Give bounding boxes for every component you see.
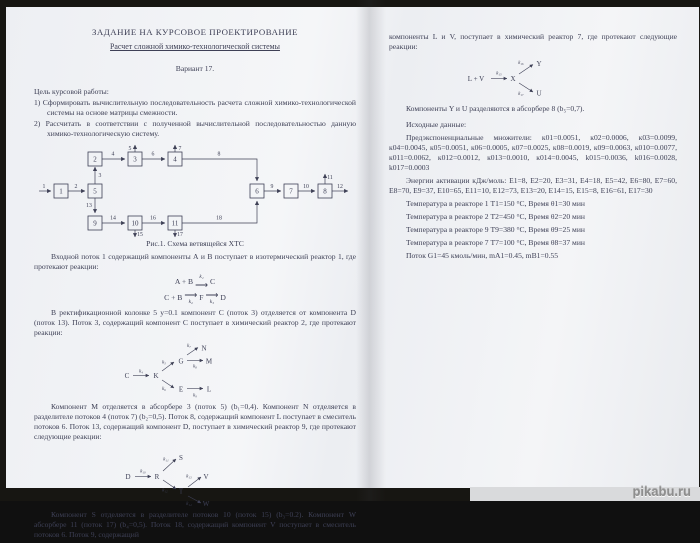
rate-constant-label: k₁₁ [163, 457, 169, 463]
unit-box-label: 9 [93, 219, 97, 228]
rate-constant-label: k₅ [162, 360, 166, 366]
stream-number: 9 [270, 184, 274, 191]
para-activation-energies: Энергии активации кДж/моль: E1=8, E2=20, E3=31, E4=18, E5=42, E6=80, E7=60, E8=70, E9=37, E10=65, E11=10, E12=73, E13=20, E14=15, E15=8, E16=61, E17=30 [389, 176, 677, 196]
unit-box-label: 1 [59, 187, 63, 196]
arrow-icon: ⟶ [184, 289, 198, 300]
arrow-icon: ⟶ [205, 289, 219, 300]
stream-number: 10 [303, 184, 309, 191]
goal-heading: Цель курсовой работы: [34, 87, 109, 97]
stream-number: 2 [74, 184, 78, 191]
rate-constant-label: k₃ [209, 298, 215, 305]
page-fold-shadow [356, 0, 386, 501]
reaction-1 [34, 275, 356, 289]
variant-label: Вариант 17. [175, 64, 215, 74]
species-label: C [124, 372, 130, 381]
para-absorber: Компонент M отделяется в абсорбере 3 (поток 5) (b₁=0,4). Компонент N отделяется в разделителе потоков 4 (поток 7) (b₂=0,5). Поток 8, содержащий компонент L поступает в смеситель потоков 6. Поток 13, содержащий компонент D, поступает в химический реактор 9, где протекают следующие реакции: [34, 402, 356, 442]
rate-constant-label: k₂ [188, 298, 193, 305]
reaction-lhs: C + B [164, 292, 183, 302]
species-label: G [178, 357, 184, 366]
species-label: X [510, 75, 516, 84]
unit-box-label: 2 [93, 155, 97, 164]
rate-constant-label: k₈ [193, 364, 197, 370]
species-label: R [154, 473, 160, 482]
arrow-icon: ⟶ [195, 279, 209, 290]
stream-number: 4 [111, 151, 115, 158]
document-subtitle: Расчет сложной химико-технологической системы [110, 41, 280, 51]
unit-box-label: 3 [133, 155, 137, 164]
species-label: S [179, 454, 183, 463]
rate-constant-labels [139, 344, 197, 399]
reaction-rhs: C [210, 277, 216, 287]
reaction-arrow [195, 275, 208, 289]
reaction-2 [34, 291, 356, 305]
reaction-rhs: D [220, 292, 226, 302]
stream-number: 14 [110, 215, 116, 222]
rate-constant-label: k₄ [139, 369, 143, 375]
para-continuation: компоненты L и V, поступает в химический реактор 7, где протекают следующие реакции: [389, 32, 677, 52]
goal-item-2: 2) Рассчитать в соответствии с полученной вычислительной последовательностью данную химико-технологическую систему. [34, 119, 356, 139]
reaction-scheme-ck [120, 341, 270, 399]
rate-constant-label: k₉ [193, 393, 197, 399]
rate-constant-label: k₆ [162, 387, 166, 393]
figure-caption: Рис.1. Схема ветвящейся ХТС [146, 239, 244, 249]
species-label: T [178, 487, 184, 496]
stream-number: 12 [337, 184, 343, 191]
reaction-mid: F [199, 292, 204, 302]
rate-constant-label: k₁₆ [518, 61, 524, 67]
species-label: N [201, 344, 207, 353]
rate-constant-label: k₁₃ [186, 474, 192, 480]
rate-constant-label: k₁ [199, 274, 204, 281]
species-label: U [536, 89, 542, 98]
species-label: D [125, 473, 131, 482]
species-label: V [203, 473, 209, 482]
species-label: L [206, 385, 212, 394]
right-page [389, 29, 677, 264]
stream-number: 3 [98, 173, 102, 180]
stream-number: 5 [128, 146, 132, 153]
rate-constant-label: k₁₀ [140, 469, 146, 475]
reaction-lhs: A + B [174, 277, 194, 287]
stream-number: 15 [137, 232, 143, 239]
rate-constant-label: k₇ [187, 344, 191, 350]
reaction-scheme-dr [120, 445, 270, 507]
initial-data-heading: Исходные данные: [406, 120, 467, 130]
stream-number: 8 [217, 151, 221, 158]
para-separation: Компоненты Y и U разделяются в абсорбере 8 (b₅=0,7). [406, 104, 585, 114]
unit-box-label: 5 [93, 187, 97, 196]
stream-number: 1 [42, 184, 46, 191]
temperature-line-3: Температура в реакторе 9 T9=380 °C, Время θ9=25 мин [406, 225, 585, 235]
unit-box-label: 11 [171, 219, 179, 228]
temperature-line-2: Температура в реакторе 2 T2=450 °C, Время θ2=20 мин [406, 212, 585, 222]
rate-constant-label: k₁₇ [518, 92, 524, 98]
reaction-arrow [184, 291, 197, 305]
scheme-arrows [135, 459, 201, 503]
reaction-scheme-lvx [458, 55, 608, 101]
rate-constant-label: k₁₅ [496, 71, 502, 77]
goal-item-1: 1) Сформировать вычислительную последовательность расчета сложной химико-технологической системы на основе матрицы смежности. [34, 98, 356, 118]
temperature-line-1: Температура в реакторе 1 T1=150 °C, Время θ1=30 мин [406, 199, 585, 209]
unit-box-label: 10 [131, 219, 139, 228]
rate-constant-label: k₁₂ [162, 488, 168, 494]
reaction-arrow [205, 291, 218, 305]
stream-number: 18 [216, 215, 222, 222]
xts-flow-diagram [35, 143, 355, 239]
temperature-line-4: Температура в реакторе 7 T7=100 °C, Время θ8=37 мин [406, 238, 585, 248]
species-label: M [205, 357, 213, 366]
watermark: pikabu.ru [632, 484, 691, 499]
stream-number: 6 [151, 151, 155, 158]
species-label: K [153, 372, 159, 381]
species-label: W [202, 500, 210, 509]
para-rectification-column: В ректификационной колонке 5 y=0.1 компонент С (поток 3) отделяется от компонента D (поток 13). Поток 3, содержащий компонент С поступает в химический реактор 2, где протекают реакции: [34, 307, 356, 338]
stream-number: 11 [327, 175, 333, 182]
stream-number: 17 [177, 232, 183, 239]
left-page [34, 27, 356, 543]
unit-box-label: 4 [173, 155, 177, 164]
species-labels [125, 345, 213, 394]
stream-number: 16 [150, 215, 156, 222]
para-splitter: Компонент S отделяется в разделителе потоков 10 (поток 15) (b₃=0.2). Компонент W абсорбере 11 (поток 17) (b₄=0,5). Поток 18, содержащий компонент V поступает в смеситель потоков 6. Поток 9, содержащий [34, 510, 356, 540]
species-label: L + V [467, 75, 485, 84]
unit-box-label: 7 [289, 187, 293, 196]
document-title: ЗАДАНИЕ НА КУРСОВОЕ ПРОЕКТИРОВАНИЕ [92, 27, 298, 37]
stream-number: 7 [178, 146, 182, 153]
stream-number: 13 [86, 203, 92, 210]
para-inlet-stream: Входной поток 1 содержащий компоненты А и В поступает в изотермический реактор 1, где протекают реакции: [34, 252, 356, 272]
flow-rate-line: Поток G1=45 кмоль/мин, mA1=0.45, mB1=0.55 [406, 251, 559, 261]
species-label: E [178, 385, 184, 394]
unit-box-label: 8 [323, 187, 327, 196]
stream-lines [39, 145, 348, 237]
rate-constant-label: k₁₄ [186, 502, 192, 508]
unit-box-label: 6 [255, 187, 259, 196]
para-prefactors: Предэкспоненциальные множители: к01=0.0051, к02=0.0006, к03=0.0099, к04=0.0045, к05=0.0051, к06=0.0005, к07=0.0025, к08=0.0019, к09=0.0063, к010=0.0077, к011=0.0062, к012=0.0012, к013=0.0010, к014=0.0045, k015=0.0036, k016=0.0028, k017=0.0003 [389, 133, 677, 173]
species-label: Y [536, 60, 542, 69]
